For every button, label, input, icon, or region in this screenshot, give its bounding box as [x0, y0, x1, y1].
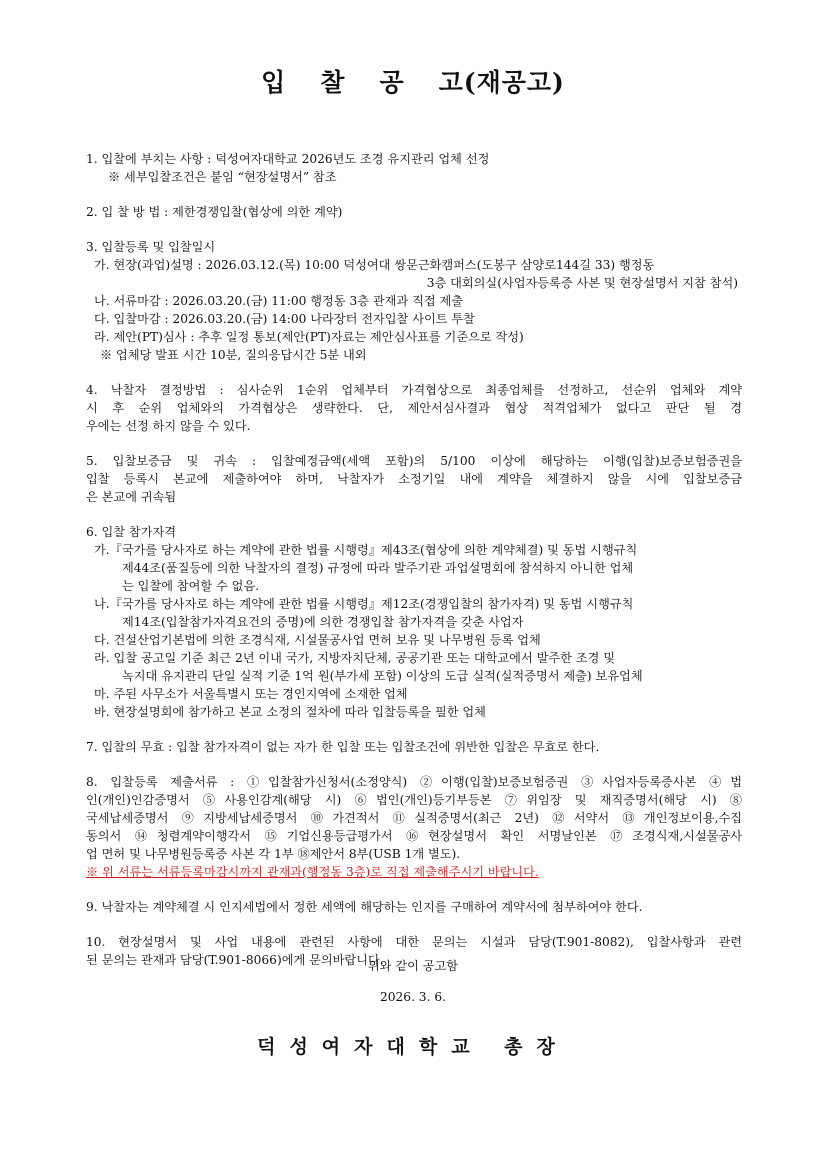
closing-statement: 위와 같이 공고함	[367, 959, 459, 973]
section-6-item-f: 바. 현장설명회에 참가하고 본교 소정의 절차에 따라 입찰등록을 필한 업체	[94, 705, 486, 719]
section-3-heading: 3. 입찰등록 및 입찰일시	[86, 240, 216, 254]
title-char-2: 찰	[320, 68, 346, 97]
page-title	[0, 68, 826, 97]
section-5-line-2: 입찰 등록시 본교에 제출하여야 하며, 낙찰자가 소정기일 내에 계약을 체결하지 않을 시에 입찰보증금	[86, 472, 742, 486]
title-char-3: 공	[379, 68, 405, 97]
section-6-item-a-cont-2: 는 입찰에 참여할 수 없음.	[122, 579, 260, 593]
section-1-note: ※ 세부입찰조건은 붙임 “현장설명서” 참조	[108, 170, 337, 184]
section-3-item-a: 가. 현장(과업)설명 : 2026.03.12.(목) 10:00 덕성여대 쌍문근화캠퍼스(도봉구 삼양로144길 33) 행정동	[94, 258, 655, 272]
section-3-item-d: 라. 제안(PT)심사 : 추후 일정 통보(제안(PT)자료는 제안심사표를 기준으로 작성)	[94, 330, 524, 344]
section-8-line-2: 인(개인)인감증명서 ⑤사용인감계(해당 시) ⑥법인(개인)등기부등본 ⑦위임장 및 재직증명서(해당 시) ⑧	[86, 793, 742, 807]
section-6	[86, 523, 742, 721]
section-9	[86, 898, 742, 916]
section-3	[86, 238, 742, 364]
section-7	[86, 738, 742, 756]
section-6-item-c: 다. 건설산업기본법에 의한 조경식재, 시설물공사업 면허 보유 및 나무병원 등록 업체	[94, 633, 541, 647]
section-8-red-note: ※ 위 서류는 서류등록마감시까지 관재과(행정동 3층)로 직접 제출해주시기 바랍니다.	[86, 865, 539, 879]
section-2	[86, 203, 742, 221]
section-5	[86, 452, 742, 506]
section-10-line-1: 10. 현장설명서 및 사업 내용에 관련된 사항에 대한 문의는 시설과 담당(T.901-8082), 입찰사항과 관련	[86, 935, 742, 949]
section-8-line-5: 업 면허 및 나무병원등록증 사본 각 1부 ⑱제안서 8부(USB 1개 별도).	[86, 847, 461, 861]
notice-date: 2026. 3. 6.	[380, 990, 446, 1004]
section-3-item-c: 다. 입찰마감 : 2026.03.20.(금) 14:00 나라장터 전자입찰 사이트 투찰	[94, 312, 475, 326]
section-5-line-1: 5. 입찰보증금 및 귀속 : 입찰예정금액(세액 포함)의 5/100 이상에 해당하는 이행(입찰)보증보험증권을	[86, 454, 742, 468]
section-6-item-a-cont-1: 제44조(품질등에 의한 낙찰자의 결정) 규정에 따라 발주기관 과업설명회에 참석하지 아니한 업체	[122, 561, 634, 575]
section-8-line-4: 동의서 ⑭청렴계약이행각서 ⑮기업신용등급평가서 ⑯현장설명서 확인 서명날인본 ⑰조경식재,시설물공사	[86, 829, 742, 843]
signature-line: 덕성여자대학교 총장	[257, 1036, 569, 1058]
section-1	[86, 150, 742, 186]
title-char-1: 입	[261, 68, 287, 97]
section-3-item-b: 나. 서류마감 : 2026.03.20.(금) 11:00 행정동 3층 관재과 직접 제출	[94, 294, 464, 308]
section-8	[86, 773, 742, 881]
section-7-line-1: 7. 입찰의 무효 : 입찰 참가자격이 없는 자가 한 입찰 또는 입찰조건에 위반한 입찰은 무효로 한다.	[86, 740, 600, 754]
section-1-line-1: 1. 입찰에 부치는 사항 : 덕성여자대학교 2026년도 조경 유지관리 업체 선정	[86, 152, 490, 166]
section-6-item-a: 가.『국가를 당사자로 하는 계약에 관한 법률 시행령』제43조(협상에 의한 계약체결) 및 동법 시행규칙	[94, 543, 638, 557]
section-6-item-e: 마. 주된 사무소가 서울특별시 또는 경인지역에 소재한 업체	[94, 687, 408, 701]
section-4-line-2: 시 후 순위 업체와의 가격협상은 생략한다. 단, 제안서심사결과 협상 적격업체가 없다고 판단 될 경	[86, 401, 742, 415]
section-8-line-3: 국세납세증명서 ⑨지방세납세증명서 ⑩가견적서 ⑪실적증명서(최근 2년) ⑫서약서 ⑬개인정보이용,수집	[86, 811, 742, 825]
section-10-line-2: 된 문의는 관재과 담당(T.901-8066)에게 문의바랍니다.	[86, 953, 384, 967]
section-9-line-1: 9. 낙찰자는 계약체결 시 인지세법에서 정한 세액에 해당하는 인지를 구매하여 계약서에 첨부하여야 한다.	[86, 900, 643, 914]
section-6-item-b: 나.『국가를 당사자로 하는 계약에 관한 법률 시행령』제12조(경쟁입찰의 참가자격) 및 동법 시행규칙	[94, 597, 634, 611]
section-3-item-a-cont: 3층 대회의실(사업자등록증 사본 및 현장설명서 지참 참석)	[426, 276, 738, 290]
section-4-line-1: 4. 낙찰자 결정방법 : 심사순위 1순위 업체부터 가격협상으로 최종업체를 선정하고, 선순위 업체와 계약	[86, 383, 742, 397]
section-2-line-1: 2. 입 찰 방 법 : 제한경쟁입찰(협상에 의한 계약)	[86, 205, 343, 219]
section-3-note: ※ 업체당 발표 시간 10분, 질의응답시간 5분 내외	[100, 348, 367, 362]
section-4	[86, 381, 742, 435]
section-8-line-1: 8. 입찰등록 제출서류 : ①입찰참가신청서(소정양식) ②이행(입찰)보증보험증권 ③사업자등록증사본 ④법	[86, 775, 742, 789]
section-6-item-d-cont: 녹지대 유지관리 단일 실적 기준 1억 원(부가세 포함) 이상의 도급 실적(실적증명서 제출) 보유업체	[122, 669, 643, 683]
section-6-item-b-cont: 제14조(입찰참가자격요건의 증명)에 의한 경쟁입찰 참가자격을 갖춘 사업자	[122, 615, 524, 629]
section-6-heading: 6. 입찰 참가자격	[86, 525, 177, 539]
notice-body	[86, 150, 742, 986]
section-4-line-3: 우에는 선정 하지 않을 수 있다.	[86, 419, 251, 433]
title-char-4: 고(재공고)	[438, 68, 565, 97]
section-6-item-d: 라. 입찰 공고일 기준 최근 2년 이내 국가, 지방자치단체, 공공기관 또는 대학교에서 발주한 조경 및	[94, 651, 615, 665]
section-5-line-3: 은 본교에 귀속됨	[86, 490, 177, 504]
